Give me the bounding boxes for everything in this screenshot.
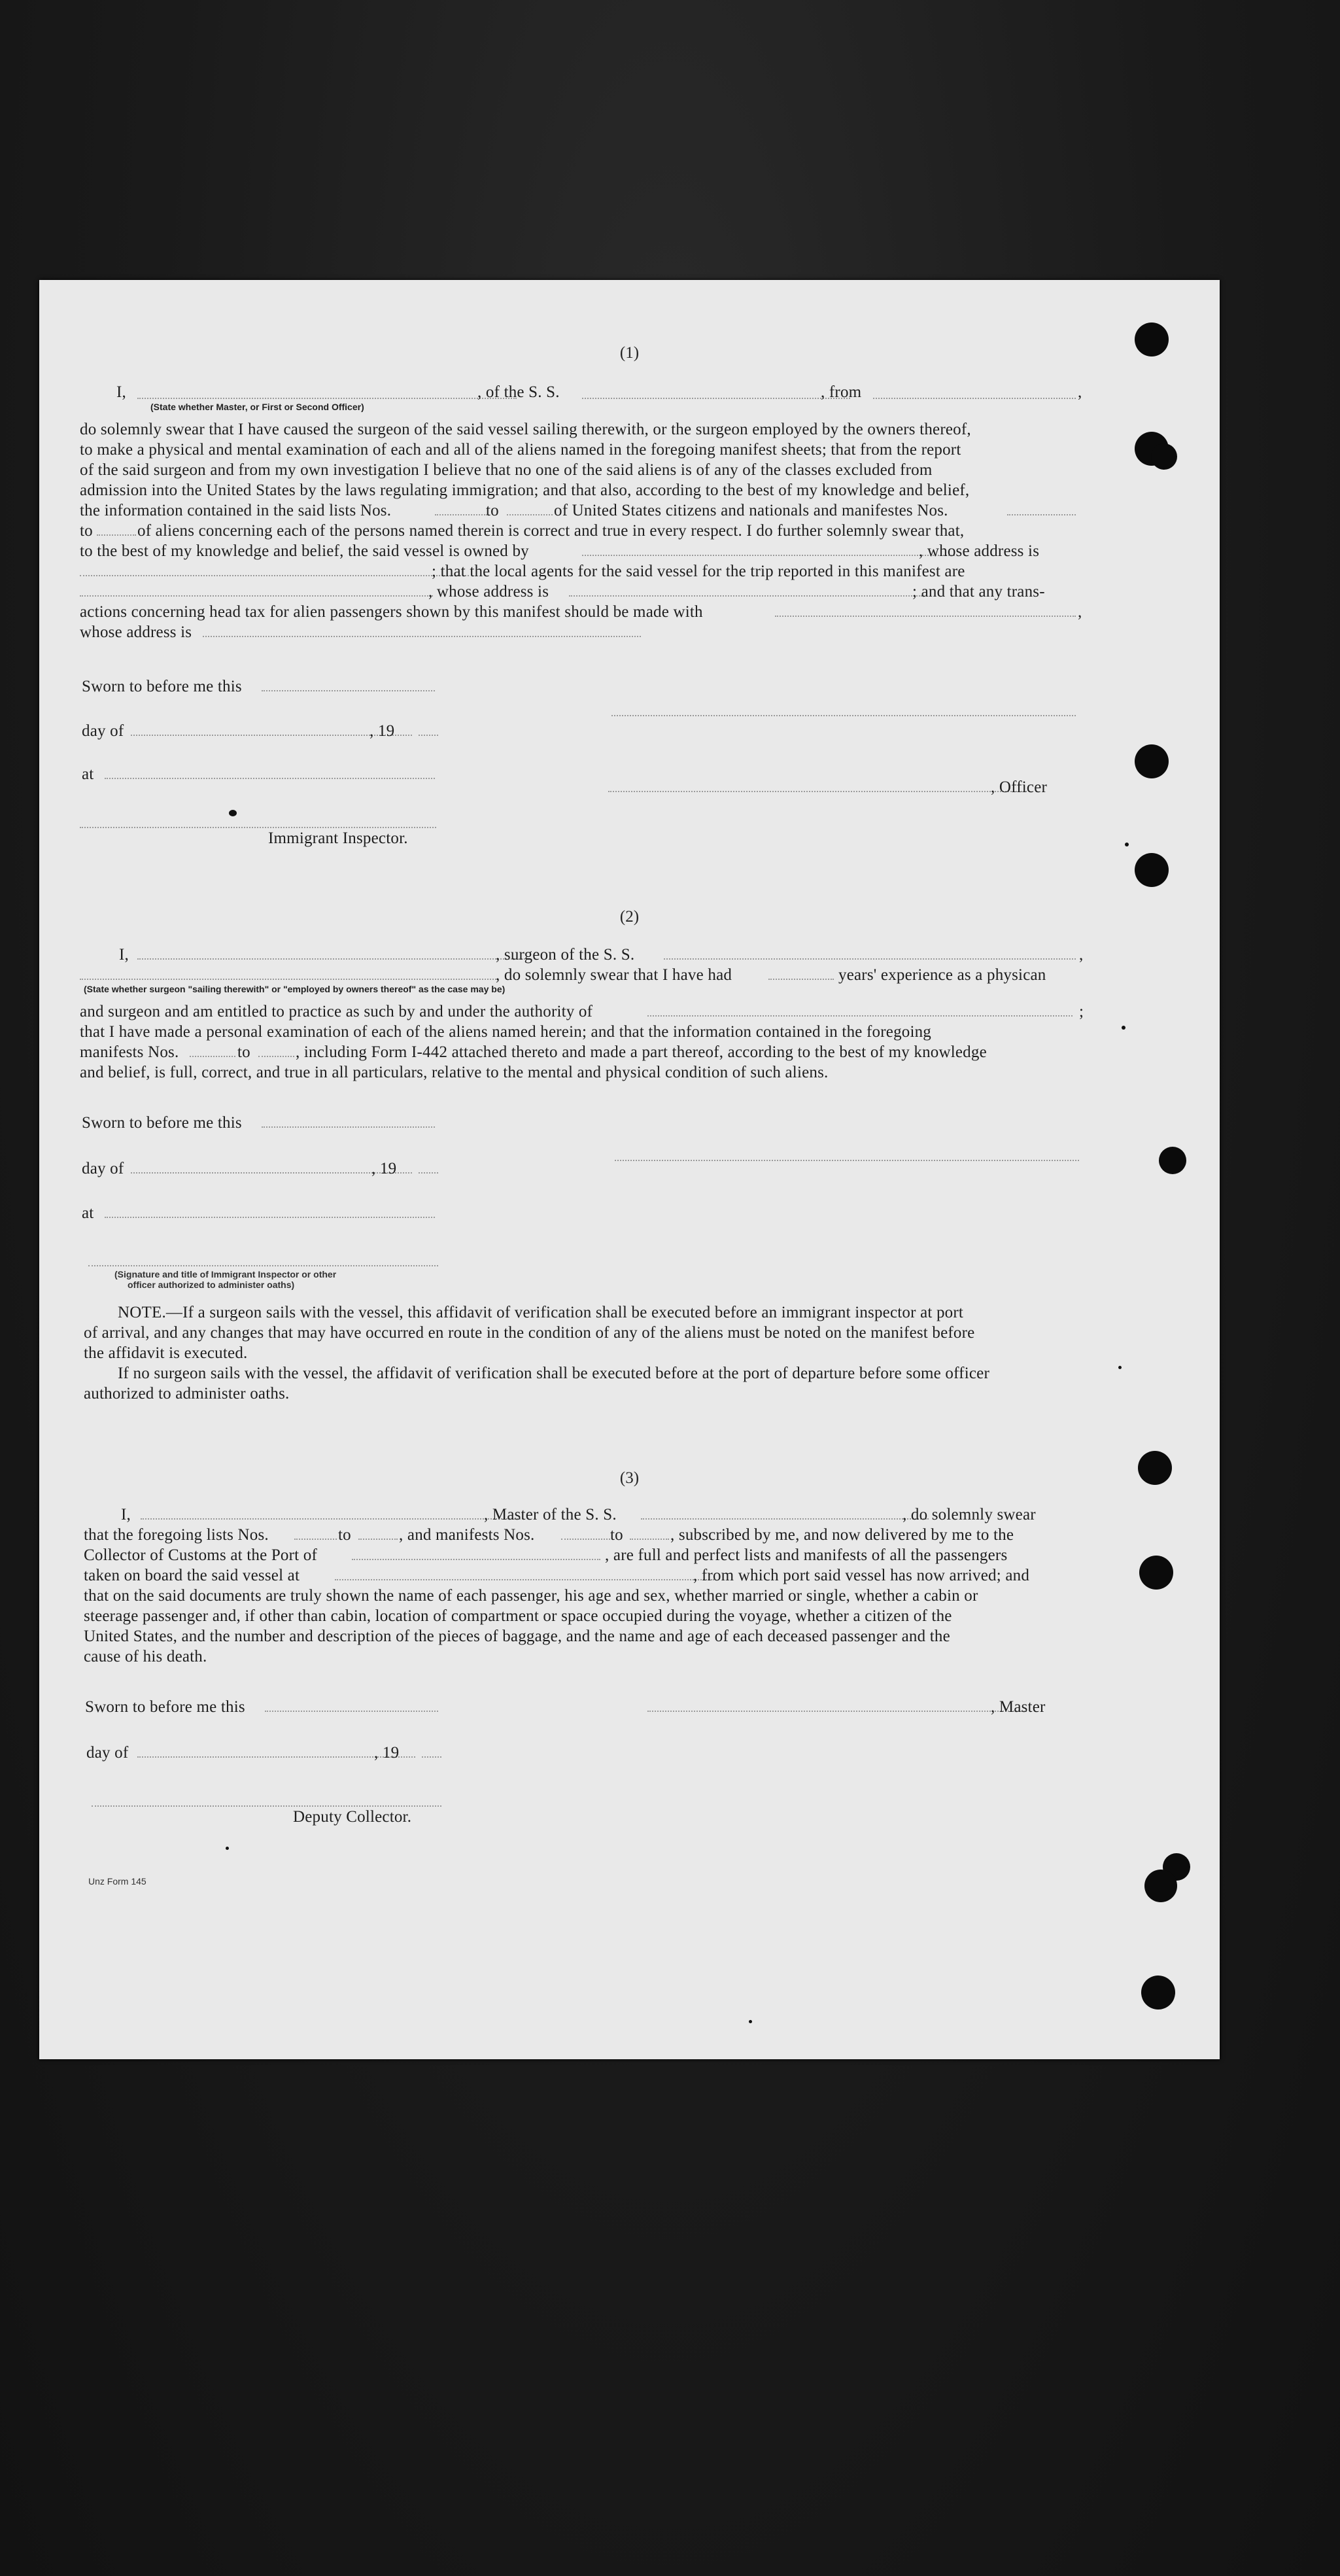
s2-l2b: years' experience as a physican [838,966,1046,984]
s1-p2: to make a physical and mental examination of each and all of the aliens named in the foregoing manifest sheets; that from the report [80,441,961,459]
s2-note1: NOTE.—If a surgeon sails with the vessel, this affidavit of verification shall be executed before an immigrant inspector at port [118,1304,964,1321]
s1-p4: admission into the United States by the laws regulating immigration; and that also, according to the best of my knowledge and belief, [80,481,970,499]
s3-l3a: Collector of Customs at the Port of [84,1546,317,1564]
s1-intro-end: , [1078,383,1082,401]
s2-l6: and belief, is full, correct, and true in all particulars, relative to the mental and physical condition of such aliens. [80,1064,829,1081]
s3-lists-to-field[interactable] [358,1539,398,1540]
s1-day-of: day of [82,722,124,740]
s3-deputy-field[interactable] [92,1805,441,1807]
s3-year-field[interactable] [422,1756,441,1758]
sig-note-1: (Signature and title of Immigrant Inspector or other [114,1269,337,1279]
s1-sworn: Sworn to before me this [82,678,242,695]
s3-l3b: , are full and perfect lists and manifests of all the passengers [605,1546,1008,1564]
s2-l4: that I have made a personal examination of each of the aliens named herein; and that the information contained in the foregoing [80,1023,932,1041]
s2-l2a: , do solemnly swear that I have had [496,966,732,984]
s3-l1c: , do solemnly swear [902,1506,1036,1523]
s2-l1b: , surgeon of the S. S. [496,946,635,964]
lists-from-field[interactable] [435,514,487,515]
s3-l2e: , subscribed by me, and now delivered by me to the [670,1526,1014,1544]
s3-l2b: to [338,1526,351,1544]
s1-at-field[interactable] [105,778,435,779]
s2-inspector-field[interactable] [88,1265,438,1266]
s2-sworn-field[interactable] [262,1126,435,1128]
s1-p8: ; that the local agents for the said vessel for the trip reported in this manifest are [432,563,965,580]
speck [226,1847,229,1850]
s2-at: at [82,1204,94,1222]
s1-intro-vessel: , of the S. S. [477,383,560,401]
punch-hole [1159,1147,1186,1174]
owner-address-field[interactable] [80,575,469,576]
s2-status-field[interactable] [80,979,498,980]
s3-l2a: that the foregoing lists Nos. [84,1526,269,1544]
s2-sworn: Sworn to before me this [82,1114,242,1132]
s3-l7: United States, and the number and description of the pieces of baggage, and the name and age of each deceased passenger and the [84,1627,950,1645]
s3-lists-from-field[interactable] [294,1539,337,1540]
punch-hole [1135,853,1169,887]
form-page [39,280,1220,2059]
s3-l2d: to [610,1526,623,1544]
s1-p7a: to the best of my knowledge and belief, the said vessel is owned by [80,542,529,560]
s3-year: , 19 [374,1744,400,1762]
s2-note4: If no surgeon sails with the vessel, the affidavit of verification shall be executed before at the port of departure before some officer [118,1365,989,1382]
s3-l1b: , Master of the S. S. [484,1506,617,1523]
s2-note5: authorized to administer oaths. [84,1385,290,1402]
manifests-from-field[interactable] [1007,514,1076,515]
s1-p1: do solemnly swear that I have caused the surgeon of the said vessel sailing therewith, or the surgeon employed by the owners thereof, [80,421,971,438]
s2-note3: the affidavit is executed. [84,1344,248,1362]
s1-officer: , Officer [991,778,1048,796]
s2-signature-field[interactable] [615,1160,1079,1161]
s1-p10end: , [1078,603,1082,621]
s2-day-of: day of [82,1160,124,1177]
punch-hole [1135,744,1169,778]
s2-manifests-to-field[interactable] [258,1056,294,1057]
s2-l1a: I, [119,946,129,964]
s3-manifests-to-field[interactable] [630,1539,669,1540]
s1-officer-field[interactable] [608,791,1027,792]
s2-authority-field[interactable] [647,1015,1073,1017]
s1-p6b: of aliens concerning each of the persons named therein is correct and true in every respect. I do further solemnly swear that, [137,522,965,540]
sig-note-2: officer authorized to administer oaths) [128,1279,295,1290]
surgeon-note: (State whether surgeon "sailing therewith" or "employed by owners thereof" as the case may be) [84,984,506,994]
s2-day-field[interactable] [131,1172,412,1174]
s3-deputy: Deputy Collector. [293,1808,412,1826]
headtax-field[interactable] [775,616,1076,617]
s2-note2: of arrival, and any changes that may have occurred en route in the condition of any of the aliens must be noted on the manifest before [84,1324,975,1342]
speck [229,810,237,816]
officer-note: (State whether Master, or First or Second Officer) [150,402,364,412]
s1-inspector-field[interactable] [80,827,436,828]
name-field[interactable] [137,398,517,399]
s1-signature-field[interactable] [611,715,1076,716]
s2-at-field[interactable] [105,1217,435,1218]
owner-field[interactable] [582,555,955,556]
s2-name-field[interactable] [137,958,530,960]
s2-year: , 19 [371,1160,397,1177]
s3-sworn-field[interactable] [265,1711,438,1712]
s1-p10: actions concerning head tax for alien passengers shown by this manifest should be made with [80,603,703,621]
lists-to-field[interactable] [507,514,553,515]
s1-sworn-field[interactable] [262,690,435,691]
s1-p6a: to [80,522,93,540]
s3-master: , Master [991,1698,1046,1716]
s1-at: at [82,765,94,783]
punch-hole [1141,1976,1175,2010]
punch-hole [1144,1870,1177,1902]
s2-years-field[interactable] [768,979,834,980]
s1-p5a: the information contained in the said lists Nos. [80,502,392,519]
section-3-number: (3) [619,1469,640,1487]
s3-sworn: Sworn to before me this [85,1698,245,1716]
s3-l8: cause of his death. [84,1648,207,1665]
s1-p9b: ; and that any trans- [912,583,1045,600]
s3-l1a: I, [121,1506,131,1523]
s3-day-of: day of [86,1744,129,1762]
s3-l4a: taken on board the said vessel at [84,1567,300,1584]
headtax-address-field[interactable] [203,636,641,637]
s3-l6: steerage passenger and, if other than cabin, location of compartment or space occupied during the voyage, whether a citizen of the [84,1607,952,1625]
speck [1125,843,1129,846]
s3-port-field[interactable] [352,1559,600,1560]
s2-l5b: to [237,1043,250,1061]
s1-intro-i: I, [116,383,126,401]
section-1-number: (1) [619,344,640,362]
punch-hole [1151,444,1177,470]
s2-manifests-from-field[interactable] [190,1056,235,1057]
s3-l2c: , and manifests Nos. [399,1526,535,1544]
s2-vessel-field[interactable] [664,958,1076,960]
manifests-to-field[interactable] [97,534,136,536]
s1-p3: of the said surgeon and from my own investigation I believe that no one of the said aliens is of any of the classes excluded from [80,461,933,479]
s1-inspector: Immigrant Inspector. [268,829,408,847]
s2-l5c: , including Form I-442 attached thereto and made a part thereof, according to the best of my knowledge [296,1043,987,1061]
from-field[interactable] [873,398,1076,399]
s1-year: , 19 [369,722,395,740]
s3-l4b: , from which port said vessel has now arrived; and [693,1567,1030,1584]
punch-hole [1139,1556,1173,1590]
form-number: Unz Form 145 [88,1876,146,1887]
s1-p7b: , whose address is [919,542,1040,560]
agents-field[interactable] [80,595,433,597]
s1-year-field[interactable] [419,735,438,736]
s1-p11: whose address is [80,623,192,641]
s3-vessel-field[interactable] [641,1518,929,1520]
s1-p5c: of United States citizens and nationals and manifestes Nos. [554,502,948,519]
speck [1118,1366,1122,1369]
s2-l5a: manifests Nos. [80,1043,179,1061]
s2-l3a: and surgeon and am entitled to practice as such by and under the authority of [80,1003,593,1020]
speck [1122,1026,1125,1030]
s3-l5: that on the said documents are truly shown the name of each passenger, his age and sex, whether married or single, whether a cabin or [84,1587,978,1605]
s3-master-field[interactable] [647,1711,1027,1712]
s1-intro-from: , from [821,383,862,401]
s2-year-field[interactable] [419,1172,438,1174]
s3-name-field[interactable] [141,1518,523,1520]
vessel-field[interactable] [582,398,850,399]
s3-manifests-from-field[interactable] [561,1539,610,1540]
s2-l1c: , [1079,946,1084,964]
s3-boarding-field[interactable] [335,1579,714,1580]
speck [749,2020,752,2023]
s2-l3b: ; [1079,1003,1084,1020]
s1-p9a: , whose address is [428,583,549,600]
s1-p5b: to [486,502,499,519]
section-2-number: (2) [619,908,640,926]
agents-address-field[interactable] [569,595,922,597]
